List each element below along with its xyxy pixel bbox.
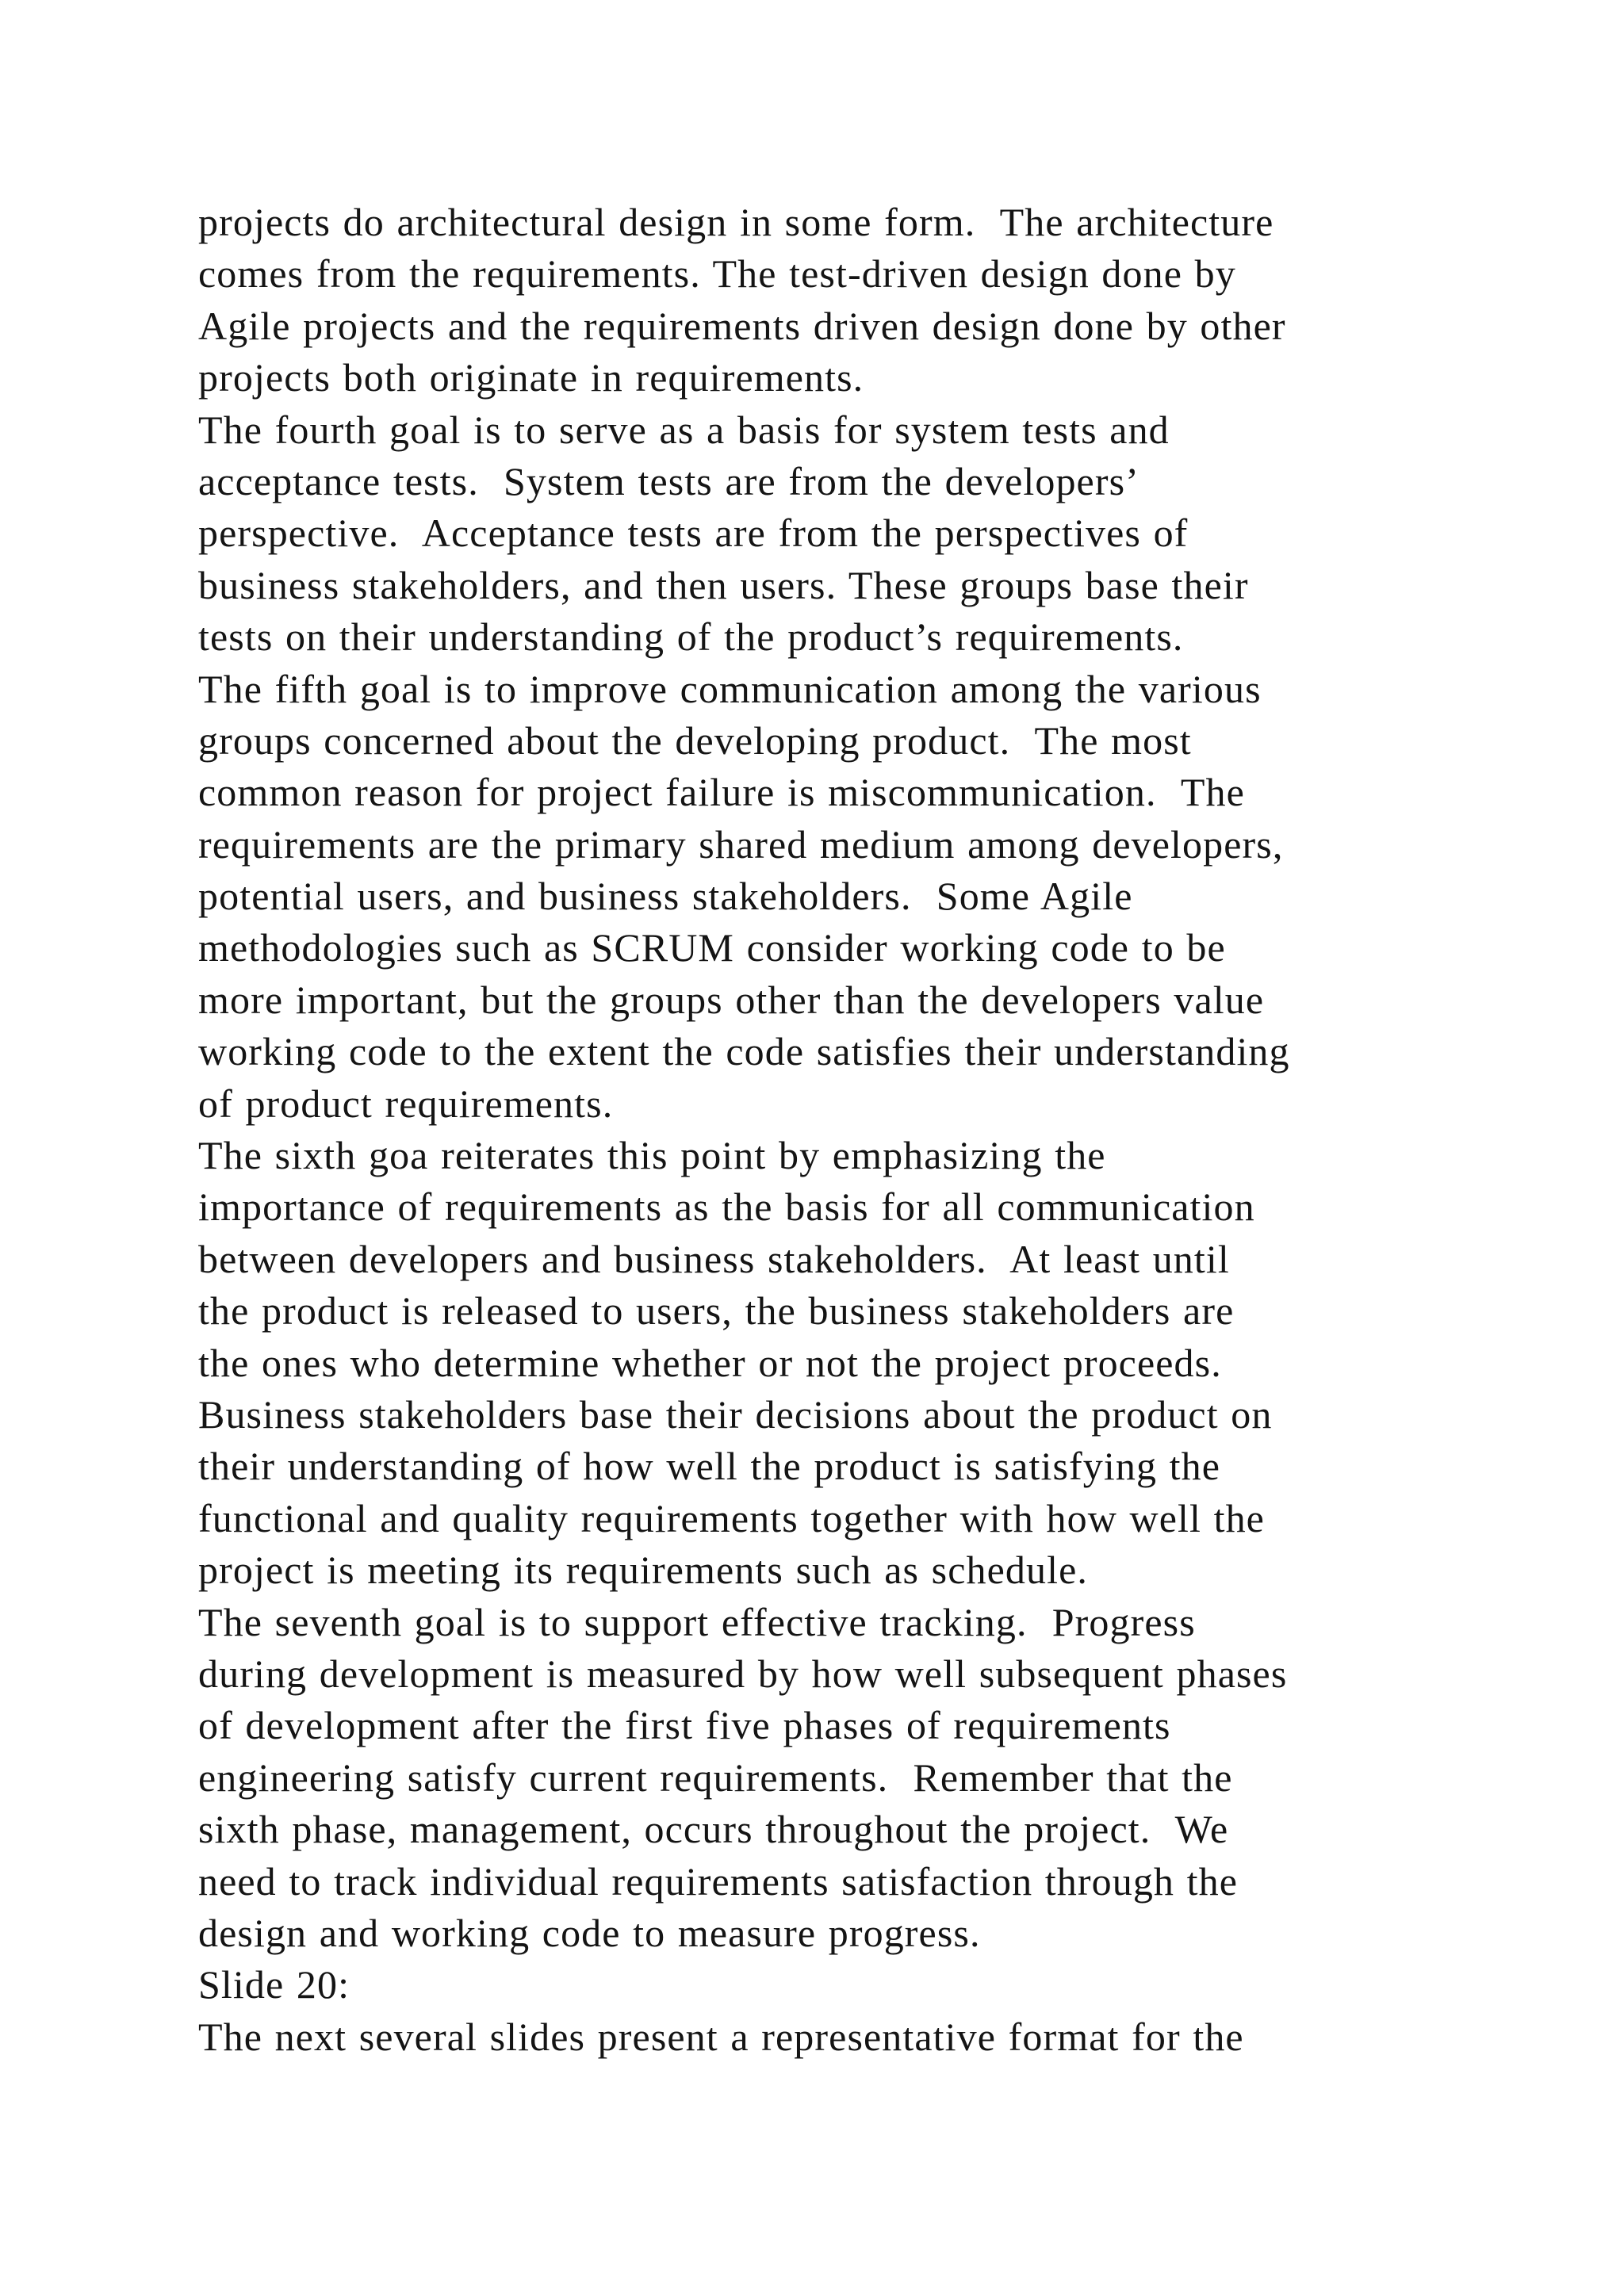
text-line: sixth phase, management, occurs throughout the project. We (198, 1807, 1229, 1852)
text-line: project is meeting its requirements such as schedule. (198, 1548, 1089, 1593)
text-line: between developers and business stakeholders. At least until (198, 1236, 1230, 1281)
text-line: The fifth goal is to improve communication among the various (198, 666, 1262, 711)
text-line: tests on their understanding of the product’s requirements. (198, 614, 1184, 660)
text-line: the ones who determine whether or not the project proceeds. (198, 1340, 1222, 1385)
text-line: engineering satisfy current requirements. Remember that the (198, 1755, 1233, 1800)
text-line: more important, but the groups other than the developers value (198, 977, 1265, 1022)
text-line: design and working code to measure progress. (198, 1910, 981, 1955)
text-line: projects both originate in requirements. (198, 355, 864, 400)
slide-heading: Slide 20: (198, 1962, 350, 2007)
text-line: common reason for project failure is miscommunication. The (198, 770, 1245, 815)
text-line: need to track individual requirements satisfaction through the (198, 1858, 1239, 1904)
text-line: working code to the extent the code satisfies their understanding (198, 1029, 1290, 1074)
text-line: methodologies such as SCRUM consider working code to be (198, 925, 1226, 970)
text-line: perspective. Acceptance tests are from the perspectives of (198, 511, 1189, 556)
text-line: The fourth goal is to serve as a basis for system tests and (198, 407, 1170, 452)
text-line: groups concerned about the developing product. The most (198, 718, 1192, 763)
text-line: of development after the first five phases of requirements (198, 1703, 1171, 1748)
text-line: The sixth goa reiterates this point by emphasizing the (198, 1133, 1106, 1178)
body-text (198, 197, 1499, 2063)
text-line: functional and quality requirements together with how well the (198, 1495, 1265, 1540)
text-line: Agile projects and the requirements driven design done by other (198, 303, 1286, 348)
text-line: during development is measured by how well subsequent phases (198, 1651, 1288, 1696)
text-line: Business stakeholders base their decisions about the product on (198, 1391, 1273, 1437)
text-line: requirements are the primary shared medium among developers, (198, 821, 1284, 867)
text-line: The seventh goal is to support effective tracking. Progress (198, 1599, 1196, 1644)
text-line: potential users, and business stakeholders. Some Agile (198, 874, 1133, 919)
text-line: their understanding of how well the product is satisfying the (198, 1444, 1221, 1489)
text-line: business stakeholders, and then users. These groups base their (198, 562, 1249, 607)
text-line: The next several slides present a representative format for the (198, 2014, 1244, 2059)
text-line: of product requirements. (198, 1081, 614, 1126)
text-line: acceptance tests. System tests are from the developers’ (198, 458, 1139, 503)
text-line: importance of requirements as the basis for all communication (198, 1184, 1255, 1230)
text-line: comes from the requirements. The test-driven design done by (198, 251, 1236, 297)
text-line: the product is released to users, the business stakeholders are (198, 1288, 1235, 1334)
text-line: projects do architectural design in some form. The architecture (198, 200, 1274, 244)
